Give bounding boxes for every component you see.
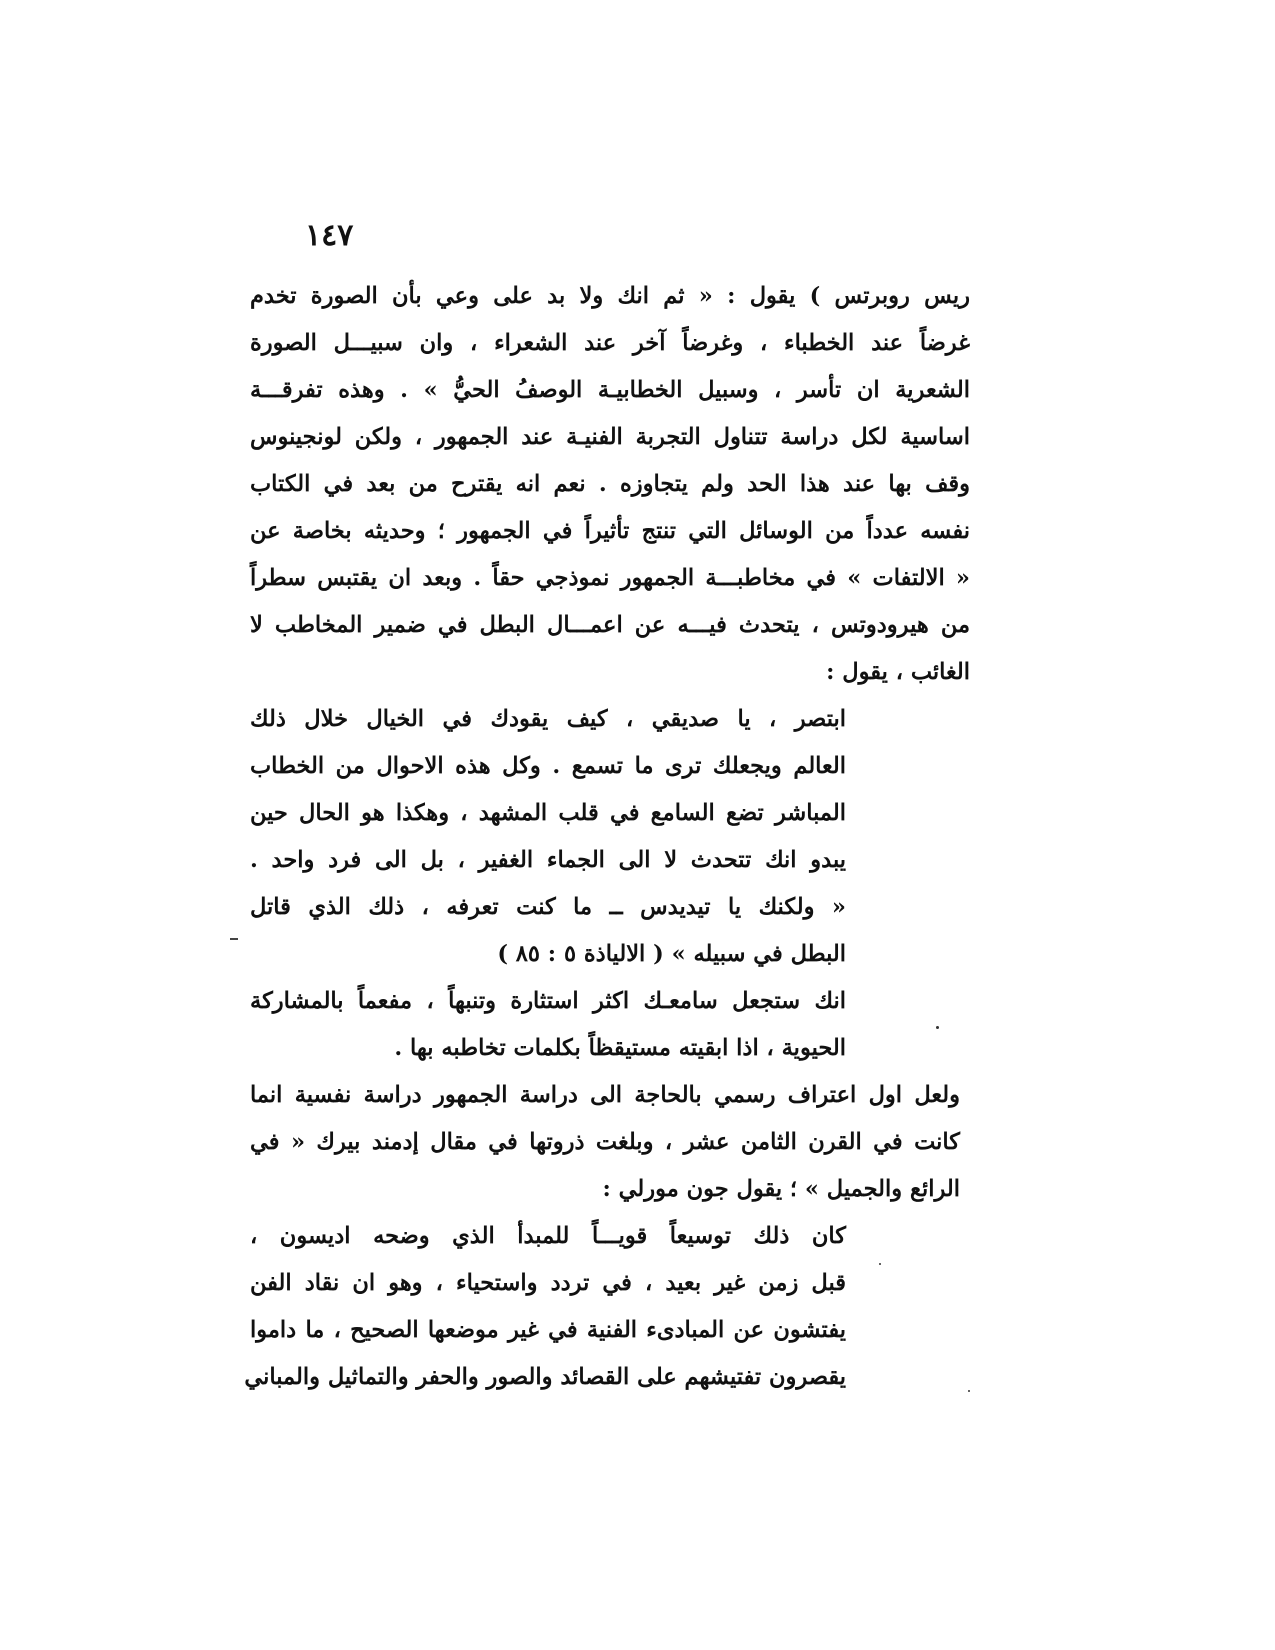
quote-line: المباشر تضع السامع في قلب المشهد ، وهكذا هو الحال حين: [250, 800, 846, 826]
body-line: غرضاً عند الخطباء ، وغرضاً آخر عند الشعراء ، وان سبيـــل الصورة: [250, 330, 970, 356]
body-line: وقف بها عند هذا الحد ولم يتجاوزه . نعم انه يقترح من بعد في الكتاب: [250, 471, 970, 497]
quote-line: يفتشون عن المبادىء الفنية في غير موضعها الصحيح ، ما داموا: [250, 1317, 846, 1343]
quote-line: قبل زمن غير بعيد ، في تردد واستحياء ، وهو ان نقاد الفن: [250, 1270, 846, 1296]
quote-line: يقصرون تفتيشهم على القصائد والصور والحفر والتماثيل والمباني: [244, 1364, 846, 1390]
quote-line: كان ذلك توسيعاً قويـــاً للمبدأ الذي وضحه اديسون ،: [250, 1223, 846, 1249]
body-line: ولعل اول اعتراف رسمي بالحاجة الى دراسة الجمهور دراسة نفسية انما: [250, 1082, 960, 1108]
quote-line: البطل في سبيله » ( الالياذة ٥ : ٨٥ ): [497, 941, 846, 967]
body-line: « الالتفات » في مخاطبـــة الجمهور نموذجي حقاً . وبعد ان يقتبس سطراً: [250, 565, 970, 591]
body-line: من هيرودوتس ، يتحدث فيـــه عن اعمـــال البطل في ضمير المخاطب لا: [250, 612, 970, 638]
body-line: ريس روبرتس ) يقول : « ثم انك ولا بد على وعي بأن الصورة تخدم: [250, 283, 970, 309]
body-line: الرائع والجميل » ؛ يقول جون مورلي :: [602, 1176, 960, 1202]
body-line: الشعرية ان تأسر ، وسبيل الخطابيـة الوصفُ الحيُّ » . وهذه تفرقـــة: [250, 377, 970, 403]
quote-line: الحيوية ، اذا ابقيته مستيقظاً بكلمات تخاطبه بها .: [394, 1035, 846, 1061]
quote-line: يبدو انك تتحدث لا الى الجماء الغفير ، بل الى فرد واحد .: [250, 847, 846, 873]
scan-artifact-mark: [230, 938, 238, 940]
quote-line: ابتصر ، يا صديقي ، كيف يقودك في الخيال خلال ذلك: [250, 706, 846, 732]
quote-line: العالم ويجعلك ترى ما تسمع . وكل هذه الاحوال من الخطاب: [250, 753, 846, 779]
body-line: نفسه عدداً من الوسائل التي تنتج تأثيراً في الجمهور ؛ وحديثه بخاصة عن: [250, 518, 970, 544]
quote-line: « ولكنك يا تيديدس ــ ما كنت تعرفه ، ذلك الذي قاتل: [250, 894, 846, 920]
page-number: ١٤٧: [305, 218, 354, 253]
scan-dot: [968, 1390, 970, 1392]
body-line: اساسية لكل دراسة تتناول التجربة الفنيـة عند الجمهور ، ولكن لونجينوس: [250, 424, 970, 450]
scan-dot: [879, 1263, 881, 1265]
body-line: الغائب ، يقول :: [826, 659, 970, 685]
quote-line: انك ستجعل سامعـك اكثر استثارة وتنبهاً ، مفعماً بالمشاركة: [250, 988, 846, 1014]
body-line: كانت في القرن الثامن عشر ، وبلغت ذروتها في مقال إدمند بيرك « في: [250, 1129, 960, 1155]
scan-dot: [936, 1026, 939, 1029]
